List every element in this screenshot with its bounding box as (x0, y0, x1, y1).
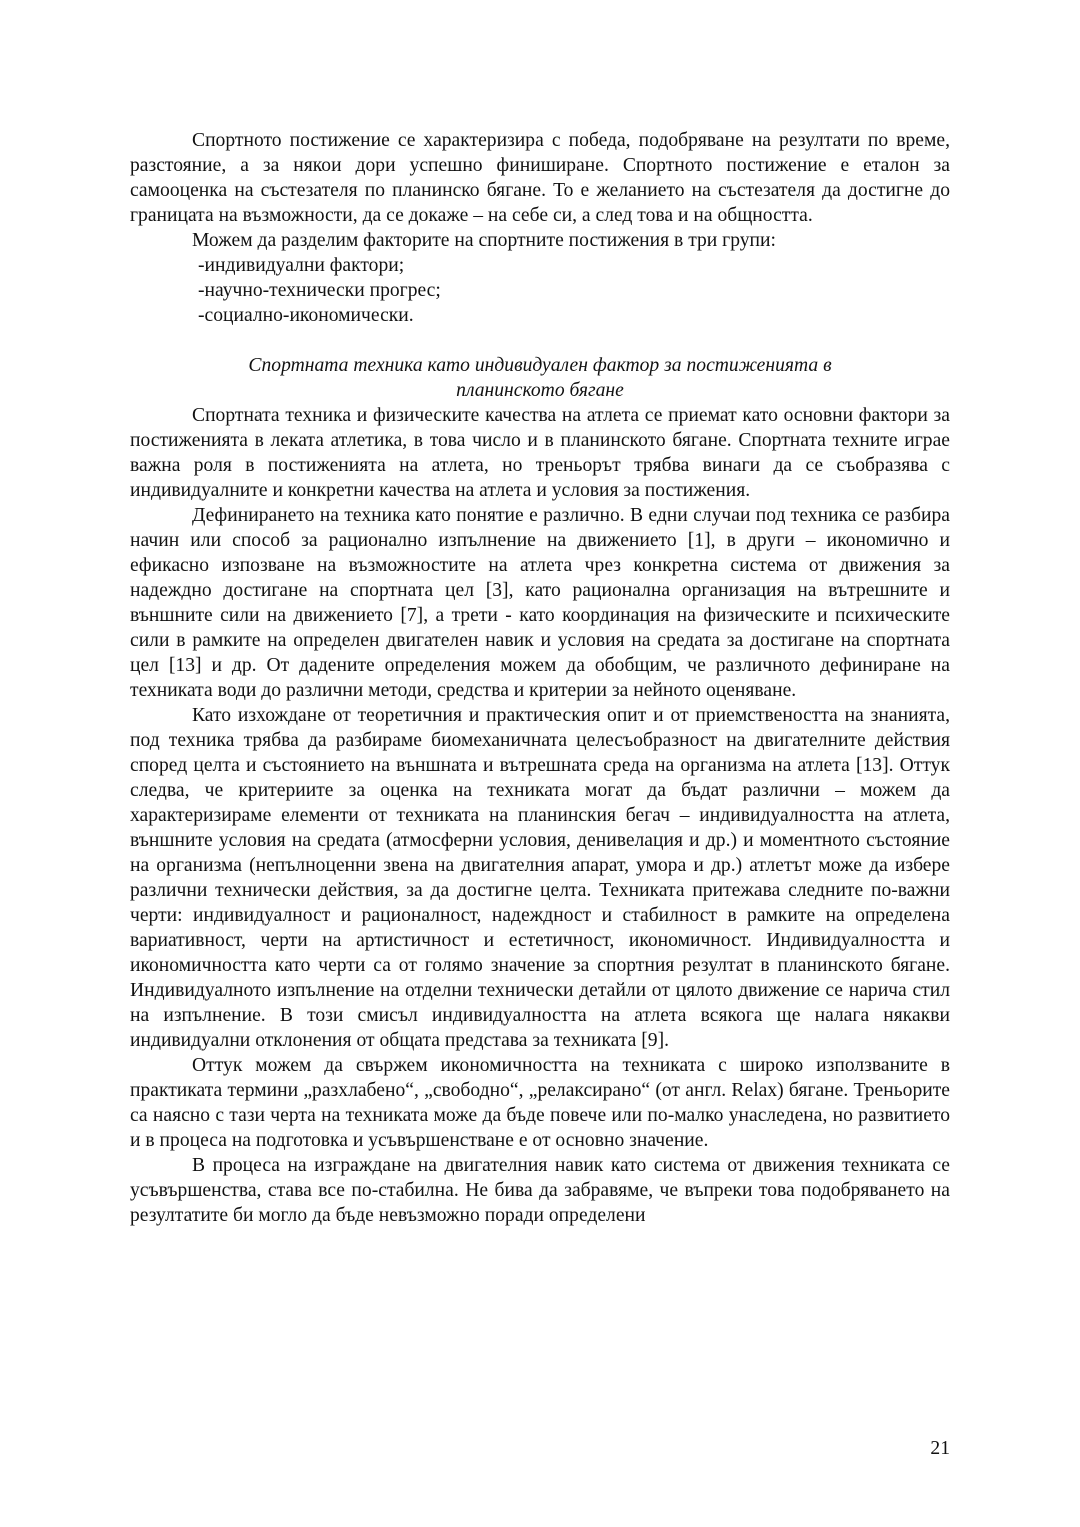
paragraph: Спортната техника и физическите качества на атлета се приемат като основни фактори за постиженията в леката атлетика, в това число и в планинското бягане. Спортната техните играе важна роля в постиженията на атлета, но треньорът трябва винаги да се съобразява с индивидуалните и конкретни качества на атлета и условия за постижения. (130, 405, 950, 501)
paragraph-intro: Спортното постижение се характеризира с победа, подобряване на резултати по време, разстояние, а за някои дори успешно финиширане. Спортното постижение е еталон за самооценка на състезателя по планинско бягане. То е желанието на състезателя да достигне до границата на възможности, да се докаже – на себе си, а след това и на общността. (130, 130, 950, 226)
section-heading-line: Спортната техника като индивидуален фактор за постиженията в (248, 355, 832, 376)
paragraph: В процеса на изграждане на двигателния навик като система от движения техниката се усъвършенства, става все по-стабилна. Не бива да забравяме, че въпреки това подобряването на резултатите би могло да бъде невъзможно поради определени (130, 1155, 950, 1226)
list-item: -индивидуални фактори; (198, 255, 405, 276)
paragraph: Като изхождане от теоретичния и практическия опит и от приемствеността на знанията, под техника трябва да разбираме биомеханичната целесъобразност на двигателните действия според целта и състоянието на външната и вътрешната среда на организма на атлета [13]. Оттук следва, че критериите за оценка на техниката могат да бъдат различни – можем да характеризираме елементи от техниката на планинския бегач – индивидуалността на атлета, външните условия на средата (атмосферни условия, денивелация и др.) и моментното състояние на организма (непълноценни звена на двигателния апарат, умора и др.) атлетът може да избере различни технически действия, за да достигне целта. Техниката притежава следните по-важни черти: индивидуалност и рационалност, надеждност и стабилност в рамките на определена вариативност, черти на артистичност и естетичност, икономичност. Индивидуалността и икономичността като черти са от голямо значение за спортния резултат в планинското бягане. Индивидуалното изпълнение на отделни технически детайли от цялото движение се нарича стил на изпълнение. В този смисъл индивидуалността на атлета всякога ще налага някакви индивидуални отклонения от общата представа за техниката [9]. (130, 705, 950, 1051)
page-number: 21 (930, 1438, 950, 1459)
paragraph: Оттук можем да свържем икономичността на техниката с широко използваните в практиката термини „разхлабено“, „свободно“, „релаксирано“ (от англ. Relax) бягане. Треньорите са наясно с тази черта на техниката може да бъде повече или по-малко унаследена, но развитието и в процеса на подготовка и усъвършенстване е от основно значение. (130, 1055, 950, 1151)
list-item: -научно-технически прогрес; (198, 280, 441, 301)
factor-list (130, 253, 950, 328)
list-lead: Можем да разделим факторите на спортните постижения в три групи: (192, 230, 776, 251)
list-item: -социално-икономически. (198, 305, 414, 326)
page-content (130, 128, 950, 1228)
paragraph: Дефинирането на техника като понятие е различно. В едни случаи под техника се разбира начин или способ за рационално изпълнение на движението [1], в други – икономично и ефикасно изпозване на възможностите на атлета чрез конкретна система от движения за надеждно достигане на спортната цел [3], като рационална организация на вътрешните и външните сили на движението [7], а трети - като координация на физическите и психическите сили в рамките на определен двигателен навик и условия на средата за достигане на спортната цел [13] и др. От дадените определения можем да обобщим, че различното дефиниране на техниката води до различни методи, средства и критерии за нейното оценяване. (130, 505, 950, 701)
section-heading-line: планинското бягане (456, 380, 624, 401)
section-heading (130, 353, 950, 403)
